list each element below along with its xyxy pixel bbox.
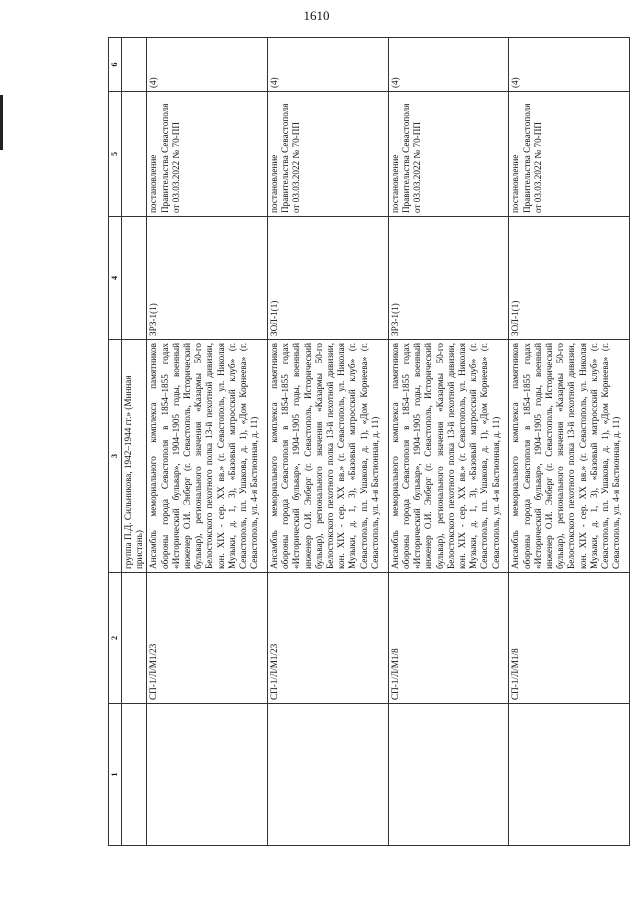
- note-cell: (4): [388, 38, 509, 92]
- note-cell: (4): [147, 38, 268, 92]
- empty-cell: [122, 704, 147, 846]
- row-number-cell: [388, 704, 509, 846]
- empty-cell: [122, 92, 147, 217]
- page-number: 1610: [303, 8, 330, 23]
- table-row: [388, 38, 509, 846]
- heritage-table: [108, 37, 630, 846]
- column-header: 1: [109, 704, 122, 846]
- row-number-cell: [509, 704, 630, 846]
- table-landscape: [108, 38, 630, 846]
- column-header: 6: [109, 38, 122, 92]
- zone-cell: ЗОЛ-1(1): [268, 217, 389, 340]
- zone-cell: ЗРЗ-1(1): [147, 217, 268, 340]
- scan-edge-mark: [0, 95, 3, 150]
- row-number-cell: [268, 704, 389, 846]
- document-cell: постановление Правительства Севастополя от 03.03.2022 № 70-ПП: [147, 92, 268, 217]
- code-cell: СП-1/Л/М1/23: [268, 573, 389, 704]
- note-cell: (4): [268, 38, 389, 92]
- table-row: [268, 38, 389, 846]
- table-row: [509, 38, 630, 846]
- document-cell: постановление Правительства Севастополя от 03.03.2022 № 70-ПП: [388, 92, 509, 217]
- description-cell: Ансамбль мемориального комплекса памятников обороны города Севастополя в 1854–1855 годах «Исторический бульвар», 1904–1905 годы, военный инженер О.И. Энберг (г. Севастополь, Исторический бульвар), регионального значения «Казармы 50-го Белостокского пехотного полка 13-й пехотной дивизии, кон. XIX - сер. XX вв.» (г. Севастополь, ул. Николая Музыки, д. 1, 3), «Базовый матросский клуб» (г. Севастополь, пл. Ушакова, д. 1), «Дом Корнеева» (г. Севастополь, ул. 4-я Бастионная, д. 11): [147, 340, 268, 573]
- zone-cell: ЗОЛ-1(1): [509, 217, 630, 340]
- zone-cell: ЗРЗ-1(1): [388, 217, 509, 340]
- empty-cell: [122, 217, 147, 340]
- description-cell: Ансамбль мемориального комплекса памятников обороны города Севастополя в 1854–1855 годах «Исторический бульвар», 1904–1905 годы, военный инженер О.И. Энберг (г. Севастополь, Исторический бульвар), регионального значения «Казармы 50-го Белостокского пехотного полка 13-й пехотной дивизии, кон. XIX - сер. XX вв.» (г. Севастополь, ул. Николая Музыки, д. 1, 3), «Базовый матросский клуб» (г. Севастополь, пл. Ушакова, д. 1), «Дом Корнеева» (г. Севастополь, ул. 4-я Бастионная, д. 11): [268, 340, 389, 573]
- column-header: 2: [109, 573, 122, 704]
- column-header: 5: [109, 92, 122, 217]
- column-number-row: [109, 38, 122, 846]
- column-header: 3: [109, 340, 122, 573]
- group-continuation-row: [122, 38, 147, 846]
- table-row: [147, 38, 268, 846]
- rotated-table-frame: [108, 38, 630, 846]
- group-header-cell: группа П.Д. Сильникова, 1942–1944 гг.» (Минная пристань): [122, 340, 147, 573]
- description-cell: Ансамбль мемориального комплекса памятников обороны города Севастополя в 1854–1855 годах «Исторический бульвар», 1904–1905 годы, военный инженер О.И. Энберг (г. Севастополь, Исторический бульвар), регионального значения «Казармы 50-го Белостокского пехотного полка 13-й пехотной дивизии, кон. XIX - сер. XX вв.» (г. Севастополь, ул. Николая Музыки, д. 1, 3), «Базовый матросский клуб» (г. Севастополь, пл. Ушакова, д. 1), «Дом Корнеева» (г. Севастополь, ул. 4-я Бастионная, д. 11): [509, 340, 630, 573]
- document-cell: постановление Правительства Севастополя от 03.03.2022 № 70-ПП: [268, 92, 389, 217]
- row-number-cell: [147, 704, 268, 846]
- column-header: 4: [109, 217, 122, 340]
- code-cell: СП-1/Л/М1/8: [509, 573, 630, 704]
- empty-cell: [122, 573, 147, 704]
- code-cell: СП-1/Л/М1/23: [147, 573, 268, 704]
- empty-cell: [122, 38, 147, 92]
- note-cell: (4): [509, 38, 630, 92]
- document-cell: постановление Правительства Севастополя от 03.03.2022 № 70-ПП: [509, 92, 630, 217]
- code-cell: СП-1/Л/М1/8: [388, 573, 509, 704]
- description-cell: Ансамбль мемориального комплекса памятников обороны города Севастополя в 1854–1855 годах «Исторический бульвар», 1904–1905 годы, военный инженер О.И. Энберг (г. Севастополь, Исторический бульвар), регионального значения «Казармы 50-го Белостокского пехотного полка 13-й пехотной дивизии, кон. XIX - сер. XX вв.» (г. Севастополь, ул. Николая Музыки, д. 1, 3), «Базовый матросский клуб» (г. Севастополь, пл. Ушакова, д. 1), «Дом Корнеева» (г. Севастополь, ул. 4-я Бастионная, д. 11): [388, 340, 509, 573]
